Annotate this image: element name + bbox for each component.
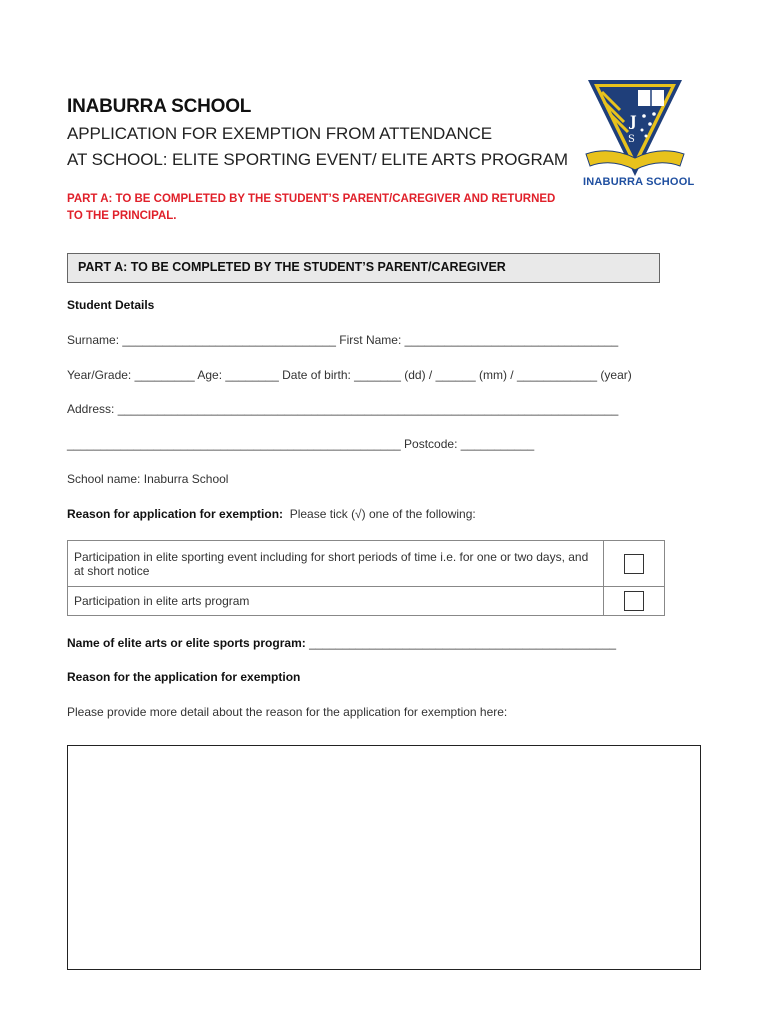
reason-instruction: Please tick (√) one of the following: (289, 507, 476, 521)
age-label: Age: (197, 368, 223, 382)
dob-day-unit: (dd) / (404, 368, 433, 382)
year-label: Year/Grade: (67, 368, 132, 382)
school-name-label: School name: (67, 472, 141, 486)
year-age-dob-row (67, 368, 632, 382)
detail-prompt: Please provide more detail about the reason for the application for exemption here: (67, 705, 508, 719)
svg-text:J: J (630, 114, 637, 130)
school-name-value: Inaburra School (143, 472, 229, 486)
address-label: Address: (67, 402, 115, 416)
detail-heading: Reason for the application for exemption (67, 670, 301, 684)
option-label-arts: Participation in elite arts program (68, 587, 604, 616)
logo-caption: INABURRA SCHOOL (583, 176, 695, 188)
reason-row (67, 507, 476, 521)
dob-year-unit: (year) (600, 368, 632, 382)
dob-day-field[interactable]: _______ (354, 368, 401, 382)
student-details-heading: Student Details (67, 298, 155, 312)
exemption-options-table (67, 540, 665, 616)
postcode-row (67, 437, 534, 451)
program-row (67, 636, 616, 650)
school-name-heading: INABURRA SCHOOL (67, 96, 252, 117)
option-row-arts (68, 587, 665, 616)
postcode-label: Postcode: (404, 437, 458, 451)
dob-month-field[interactable]: ______ (435, 368, 476, 382)
option-label-sport: Participation in elite sporting event including for short periods of time i.e. for one or two days, and at short notice (68, 541, 604, 587)
option-row-sport (68, 541, 665, 587)
name-row (67, 333, 618, 347)
address-field-line-2[interactable]: __________________________________________________ (67, 437, 401, 451)
age-field[interactable]: ________ (225, 368, 279, 382)
year-field[interactable]: _________ (134, 368, 195, 382)
first-name-label: First Name: (339, 333, 402, 347)
part-a-heading: PART A: TO BE COMPLETED BY THE STUDENT’S PARENT/CAREGIVER (78, 260, 506, 274)
svg-text:S: S (628, 134, 635, 145)
arts-checkbox[interactable] (624, 591, 644, 611)
program-label: Name of elite arts or elite sports program: (67, 636, 306, 650)
address-row (67, 402, 618, 416)
surname-field[interactable]: ________________________________ (122, 333, 336, 347)
postcode-field[interactable]: ___________ (460, 437, 535, 451)
dob-year-field[interactable]: ____________ (516, 368, 598, 382)
form-title-line-1: APPLICATION FOR EXEMPTION FROM ATTENDANCE (67, 124, 493, 143)
sport-checkbox[interactable] (624, 554, 644, 574)
dob-label: Date of birth: (282, 368, 351, 382)
reason-heading: Reason for application for exemption: (67, 507, 284, 521)
address-field[interactable]: ___________________________________________________________________________ (117, 402, 619, 416)
surname-label: Surname: (67, 333, 120, 347)
first-name-field[interactable]: ________________________________ (404, 333, 619, 347)
return-notice: PART A: TO BE COMPLETED BY THE STUDENT’S PARENT/CAREGIVER AND RETURNED TO THE PRINCIPAL. (67, 193, 556, 222)
school-name-row (67, 472, 228, 486)
detail-textarea[interactable] (67, 745, 701, 970)
form-title-line-2: AT SCHOOL: ELITE SPORTING EVENT/ ELITE ARTS PROGRAM (67, 150, 568, 169)
program-field[interactable]: ______________________________________________ (309, 636, 617, 650)
dob-month-unit: (mm) / (478, 368, 514, 382)
